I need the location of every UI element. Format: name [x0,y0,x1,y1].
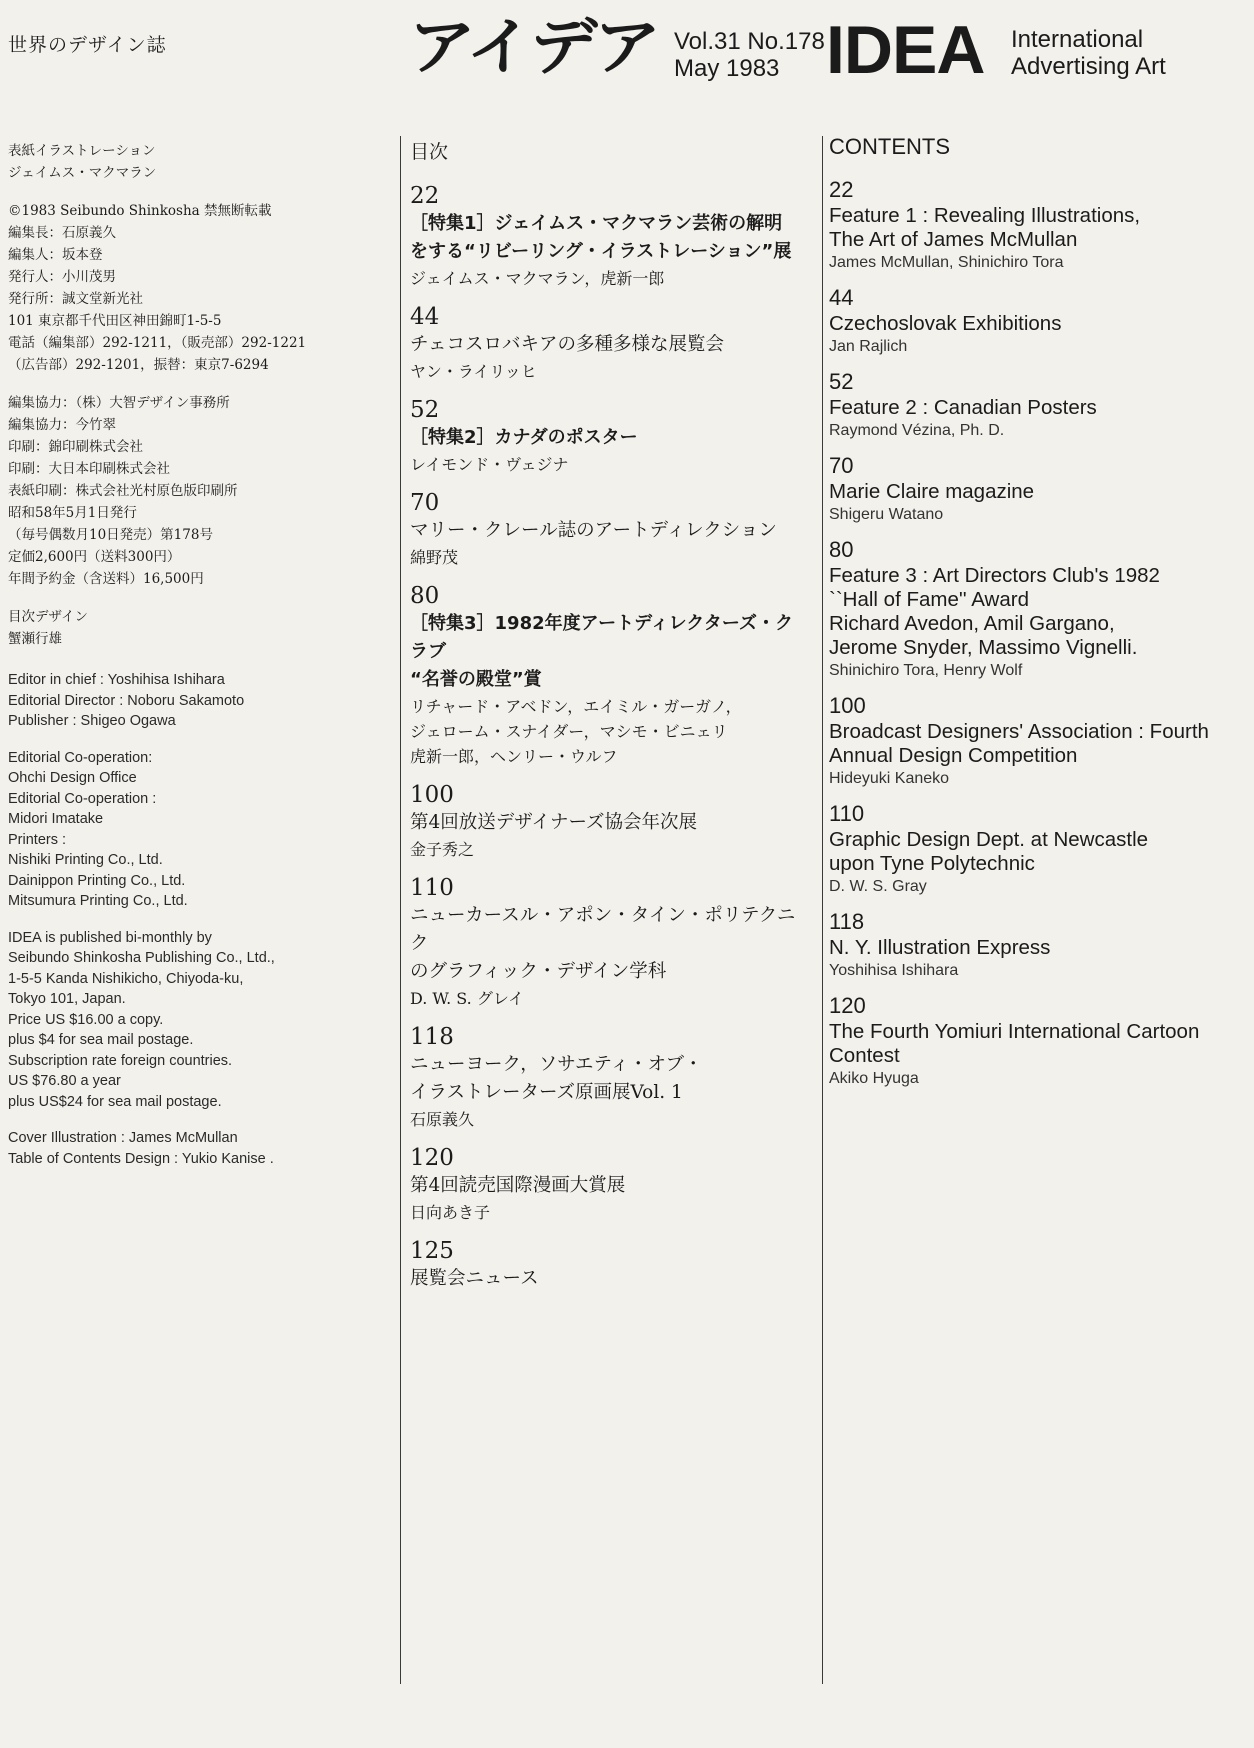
article-title: 第4回放送デザイナーズ協会年次展 [410,812,698,833]
toc-entry [410,781,810,862]
article-title: マリー・クレール誌のアートディレクション [410,520,777,541]
toc-entry [829,694,1249,790]
article-author: Akiko Hyuga [829,1070,919,1087]
toc-entry [829,910,1249,982]
toc-entry [410,1144,810,1225]
page-number: 100 [410,782,454,808]
toc-heading-jp: 目次 [410,141,449,163]
page-number: 22 [829,177,854,202]
toc-entries-jp [410,182,810,1293]
article-title: ［特集3］1982年度アートディレクターズ・クラブ “名誉の殿堂”賞 [410,613,794,690]
column-divider-left [400,136,401,1684]
article-title: Feature 3 : Art Directors Club's 1982 ``Hall of Fame'' Award Richard Avedon, Amil Gargano, Jerome Snyder, Massimo Vignelli. [829,564,1160,659]
page-number: 22 [410,183,440,209]
article-author: Shigeru Watano [829,506,944,523]
toc-entry [829,454,1249,526]
article-author: リチャード・アベドン，エイミル・ガーガノ， ジェローム・スナイダー，マシモ・ビニェリ 虎新一郎，ヘンリー・ウルフ [410,697,742,766]
publication-info-jp: ©1983 Seibundo Shinkosha 禁無断転載 編集長：石原義久 編集人：坂本登 発行人：小川茂男 発行所：誠文堂新光社 101 東京都千代田区神田錦町1-5-5 電話（編集部）292-1211，（販売部）292-1221 （広告部）292-1201，振替：東京7-6294 [8,203,307,373]
toc-heading-en: CONTENTS [829,134,950,159]
page-number: 110 [829,801,865,826]
article-title: ニューヨーク，ソサエティ・オブ・ イラストレーターズ原画展Vol. 1 [410,1054,703,1103]
issue-info [674,28,825,82]
subtitle-line-1: International [1011,26,1144,53]
logo-idea: IDEA [826,12,985,88]
printing-info-jp: 編集協力：（株）大智デザイン事務所 編集協力：今竹翠 印刷：錦印刷株式会社 印刷：大日本印刷株式会社 表紙印刷：株式会社光村原色版印刷所 昭和58年5月1日発行 （毎号偶数月10日発売）第178号 定価2,600円（送料300円） 年間予約金（含送料）16,500円 [8,395,238,587]
magazine-tagline: 世界のデザイン誌 [8,34,167,56]
page-number: 70 [410,490,440,516]
article-author: 金子秀之 [410,840,475,859]
page-number: 120 [829,993,866,1018]
article-author: James McMullan, Shinichiro Tora [829,254,1064,271]
toc-entry [410,303,810,384]
page-number: 120 [410,1145,454,1171]
issue-date: May 1983 [674,55,780,82]
page-number: 118 [410,1024,454,1050]
article-title: Feature 2 : Canadian Posters [829,396,1097,419]
article-author: 日向あき子 [410,1203,491,1222]
article-title: Feature 1 : Revealing Illustrations, The Art of James McMullan [829,204,1141,251]
article-title: Graphic Design Dept. at Newcastle upon Tyne Polytechnic [829,828,1149,875]
toc-entry [829,178,1249,274]
toc-entry [410,182,810,291]
toc-entry [829,286,1249,358]
credits-en: Cover Illustration : James McMullan Table of Contents Design : Yukio Kanise . [8,1130,274,1167]
article-author: 綿野茂 [410,548,459,567]
column-divider-right [822,136,823,1684]
article-author: 石原義久 [410,1110,475,1129]
article-author: Shinichiro Tora, Henry Wolf [829,662,1023,679]
page-number: 44 [829,285,854,310]
toc-design-credit-jp: 目次デザイン 蟹瀬行雄 [8,609,89,647]
toc-english [829,134,1249,1102]
article-author: ジェイムス・マクマラン，虎新一郎 [410,269,665,288]
page-number: 44 [410,304,440,330]
page-number: 52 [829,369,854,394]
toc-entry [829,994,1249,1090]
article-author: D. W. S. グレイ [410,989,525,1008]
subtitle-line-2: Advertising Art [1011,53,1166,80]
toc-entry [410,489,810,570]
article-title: N. Y. Illustration Express [829,936,1051,959]
toc-entry [410,1237,810,1293]
cover-credit-jp: 表紙イラストレーション ジェイムス・マクマラン [8,143,157,181]
article-title: Broadcast Designers' Association : Fourth Annual Design Competition [829,720,1209,767]
toc-entry [410,396,810,477]
page-number: 80 [829,537,854,562]
article-title: 第4回読売国際漫画大賞展 [410,1175,626,1196]
article-title: ニューカースル・アポン・タイン・ポリテクニク のグラフィック・デザイン学科 [410,905,796,982]
toc-japanese [410,137,810,1305]
page-number: 110 [410,875,454,901]
colophon-column [8,140,383,1185]
toc-entry [829,802,1249,898]
article-title: Marie Claire magazine [829,480,1035,503]
toc-entry [829,370,1249,442]
article-title: チェコスロバキアの多種多様な展覧会 [410,334,724,355]
toc-entry [410,582,810,769]
article-title: ［特集1］ジェイムス・マクマラン芸術の解明 をする“リビーリング・イラストレーション”展 [410,213,792,262]
article-author: Jan Rajlich [829,338,908,355]
page-number: 125 [410,1238,454,1264]
publishing-info-en: IDEA is published bi-monthly by Seibundo Shinkosha Publishing Co., Ltd., 1-5-5 Kanda Nishikicho, Chiyoda-ku, Tokyo 101, Japan. Price US $16.00 a copy. plus $4 for sea mail postage. Subscription rate foreign countries. US $76.80 a year plus US$24 for sea mail postage. [8,929,275,1110]
toc-entries-en [829,178,1249,1090]
article-title: Czechoslovak Exhibitions [829,312,1062,335]
toc-entry [410,1023,810,1132]
page-number: 52 [410,397,440,423]
page-number: 118 [829,909,865,934]
toc-entry [410,874,810,1011]
article-author: Raymond Vézina, Ph. D. [829,422,1005,439]
magazine-subtitle [1011,26,1166,80]
page-number: 70 [829,453,854,478]
article-author: D. W. S. Gray [829,878,927,895]
editors-en: Editor in chief : Yoshihisa Ishihara Editorial Director : Noboru Sakamoto Publisher : Shigeo Ogawa [8,672,245,729]
toc-entry [829,538,1249,682]
article-author: Hideyuki Kaneko [829,770,950,787]
page-number: 80 [410,583,440,609]
issue-volume: Vol.31 No.178 [674,28,825,55]
article-author: Yoshihisa Ishihara [829,962,959,979]
article-title: ［特集2］カナダのポスター [410,427,638,448]
cooperation-en: Editorial Co-operation: Ohchi Design Office Editorial Co-operation : Midori Imatake Printers : Nishiki Printing Co., Ltd. Dainippon Printing Co., Ltd. Mitsumura Printing Co., Ltd. [8,749,188,909]
article-title: The Fourth Yomiuri International Cartoon Contest [829,1020,1200,1067]
article-author: ヤン・ライリッヒ [410,362,537,381]
page-number: 100 [829,693,866,718]
logo-japanese: アイデア [408,10,658,83]
article-author: レイモンド・ヴェジナ [410,455,569,474]
article-title: 展覧会ニュース [410,1268,539,1289]
